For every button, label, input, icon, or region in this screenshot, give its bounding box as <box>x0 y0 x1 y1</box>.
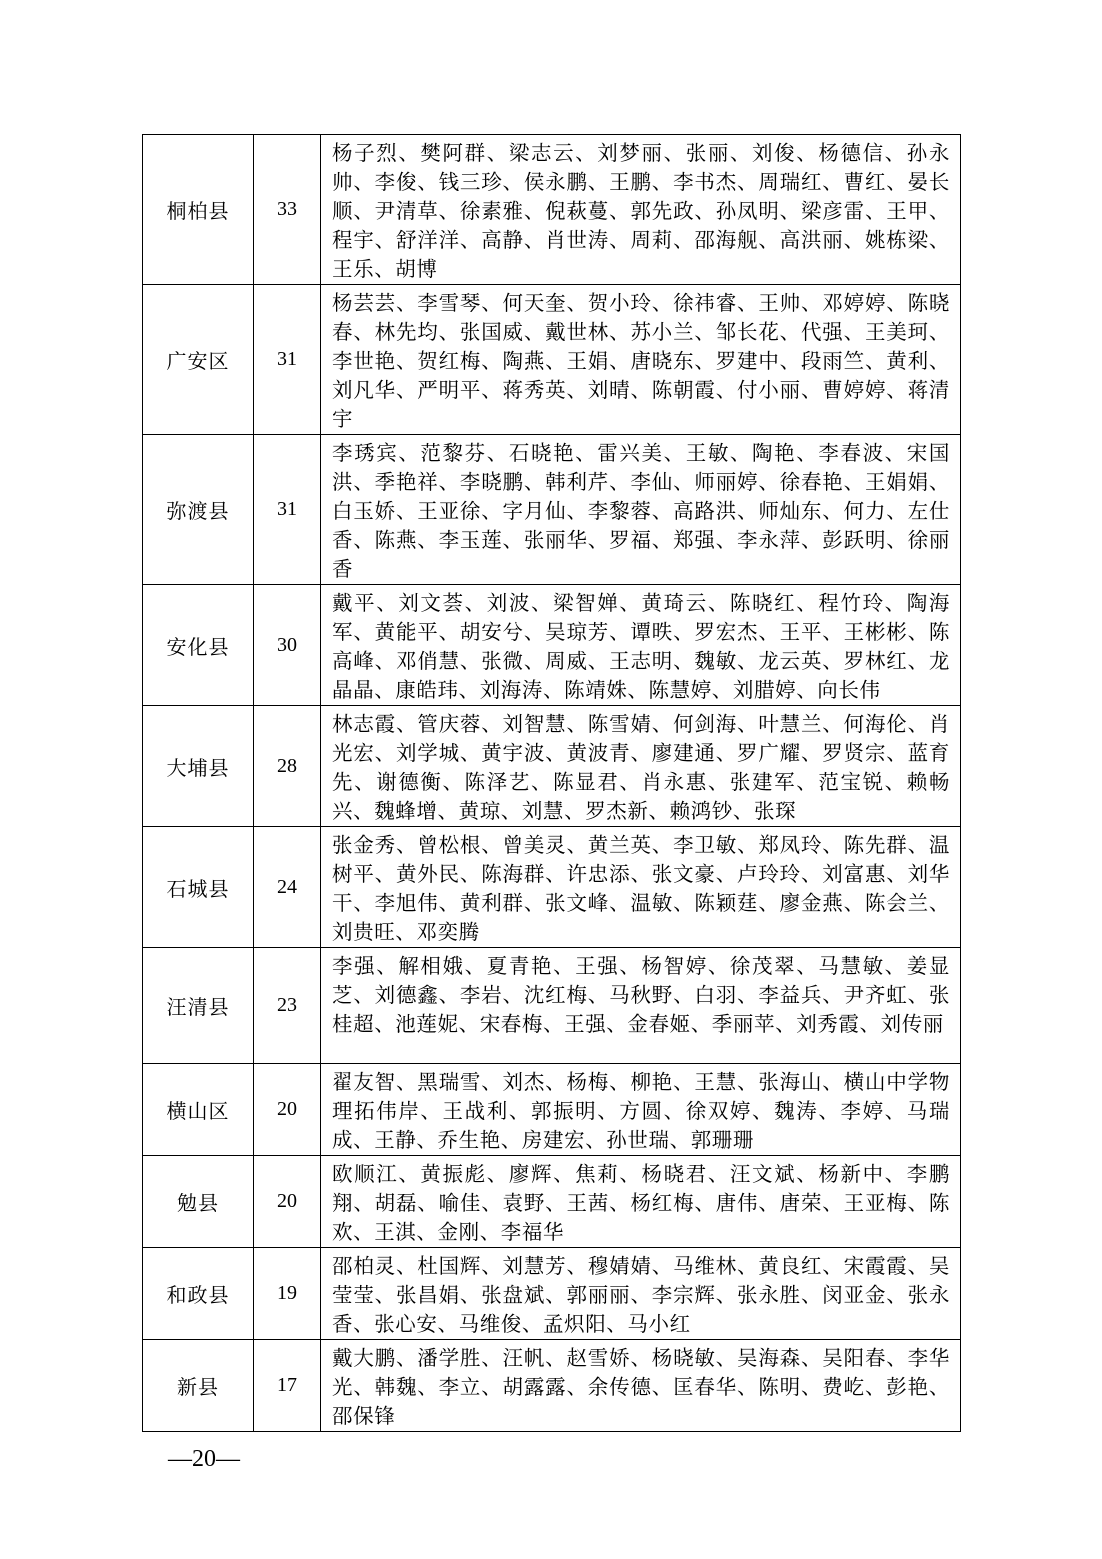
county-cell: 汪清县 <box>143 948 254 1064</box>
page-number: —20— <box>168 1446 240 1472</box>
table-row <box>143 135 961 285</box>
names-cell: 李强、解相娥、夏青艳、王强、杨智婷、徐茂翠、马慧敏、姜显芝、刘德鑫、李岩、沈红梅、马秋野、白羽、李益兵、尹齐虹、张桂超、池莲妮、宋春梅、王强、金春姬、季丽苹、刘秀霞、刘传丽 <box>321 948 961 1064</box>
count-cell: 30 <box>254 585 321 706</box>
table-row <box>143 948 961 1064</box>
count-cell: 31 <box>254 285 321 435</box>
county-cell: 安化县 <box>143 585 254 706</box>
count-cell: 23 <box>254 948 321 1064</box>
count-cell: 19 <box>254 1248 321 1340</box>
county-cell: 勉县 <box>143 1156 254 1248</box>
count-cell: 20 <box>254 1156 321 1248</box>
table-row <box>143 1340 961 1432</box>
table-row <box>143 285 961 435</box>
table-row <box>143 1156 961 1248</box>
county-cell: 大埔县 <box>143 706 254 827</box>
county-cell: 弥渡县 <box>143 435 254 585</box>
names-cell: 戴大鹏、潘学胜、汪帆、赵雪娇、杨晓敏、吴海森、吴阳春、李华光、韩魏、李立、胡露露、余传德、匡春华、陈明、费屹、彭艳、邵保锋 <box>321 1340 961 1432</box>
names-cell: 杨子烈、樊阿群、梁志云、刘梦丽、张丽、刘俊、杨德信、孙永帅、李俊、钱三珍、侯永鹏、王鹏、李书杰、周瑞红、曹红、晏长顺、尹清草、徐素雅、倪萩蔓、郭先政、孙凤明、梁彦雷、王甲、程宇、舒洋洋、高静、肖世涛、周莉、邵海舰、高洪丽、姚栋梁、王乐、胡博 <box>321 135 961 285</box>
table-row <box>143 1248 961 1340</box>
names-cell: 杨芸芸、李雪琴、何天奎、贺小玲、徐祎睿、王帅、邓婷婷、陈晓春、林先均、张国威、戴世林、苏小兰、邹长花、代强、王美珂、李世艳、贺红梅、陶燕、王娟、唐晓东、罗建中、段雨竺、黄利、刘凡华、严明平、蒋秀英、刘晴、陈朝霞、付小丽、曹婷婷、蒋清宇 <box>321 285 961 435</box>
county-cell: 新县 <box>143 1340 254 1432</box>
county-cell: 和政县 <box>143 1248 254 1340</box>
count-cell: 31 <box>254 435 321 585</box>
names-cell: 戴平、刘文荟、刘波、梁智婵、黄琦云、陈晓红、程竹玲、陶海军、黄能平、胡安兮、吴琼芳、谭昳、罗宏杰、王平、王彬彬、陈高峰、邓俏慧、张微、周威、王志明、魏敏、龙云英、罗林红、龙晶晶、康皓玮、刘海涛、陈靖姝、陈慧婷、刘腊婷、向长伟 <box>321 585 961 706</box>
names-cell: 欧顺江、黄振彪、廖辉、焦莉、杨晓君、汪文斌、杨新中、李鹏翔、胡磊、喻佳、袁野、王茜、杨红梅、唐伟、唐荣、王亚梅、陈欢、王淇、金刚、李福华 <box>321 1156 961 1248</box>
names-cell: 邵柏灵、杜国辉、刘慧芳、穆婧婧、马维林、黄良红、宋霞霞、吴莹莹、张昌娟、张盘斌、郭丽丽、李宗辉、张永胜、闵亚金、张永香、张心安、马维俊、孟炽阳、马小红 <box>321 1248 961 1340</box>
table-row <box>143 1064 961 1156</box>
table-row <box>143 827 961 948</box>
table-row <box>143 706 961 827</box>
table-row <box>143 435 961 585</box>
county-cell: 广安区 <box>143 285 254 435</box>
names-cell: 张金秀、曾松根、曾美灵、黄兰英、李卫敏、郑凤玲、陈先群、温树平、黄外民、陈海群、许忠添、张文豪、卢玲玲、刘富惠、刘华干、李旭伟、黄利群、张文峰、温敏、陈颖莛、廖金燕、陈会兰、刘贵旺、邓奕腾 <box>321 827 961 948</box>
county-cell: 石城县 <box>143 827 254 948</box>
county-cell: 横山区 <box>143 1064 254 1156</box>
count-cell: 17 <box>254 1340 321 1432</box>
names-cell: 林志霞、管庆蓉、刘智慧、陈雪婧、何剑海、叶慧兰、何海伦、肖光宏、刘学城、黄宇波、黄波青、廖建通、罗广耀、罗贤宗、蓝育先、谢德衡、陈泽艺、陈显君、肖永惠、张建军、范宝锐、赖畅兴、魏蜂增、黄琼、刘慧、罗杰新、赖鸿钞、张琛 <box>321 706 961 827</box>
table-row <box>143 585 961 706</box>
count-cell: 28 <box>254 706 321 827</box>
county-cell: 桐柏县 <box>143 135 254 285</box>
count-cell: 24 <box>254 827 321 948</box>
count-cell: 20 <box>254 1064 321 1156</box>
names-cell: 翟友智、黑瑞雪、刘杰、杨梅、柳艳、王慧、张海山、横山中学物理拓伟岸、王战利、郭振明、方圆、徐双婷、魏涛、李婷、马瑞成、王静、乔生艳、房建宏、孙世瑞、郭珊珊 <box>321 1064 961 1156</box>
award-list-table <box>142 134 961 1432</box>
names-cell: 李琇宾、范黎芬、石晓艳、雷兴美、王敏、陶艳、李春波、宋国洪、季艳祥、李晓鹏、韩利芹、李仙、师丽婷、徐春艳、王娟娟、白玉娇、王亚徐、字月仙、李黎蓉、高路洪、师灿东、何力、左仕香、陈燕、李玉莲、张丽华、罗福、郑强、李永萍、彭跃明、徐丽香 <box>321 435 961 585</box>
count-cell: 33 <box>254 135 321 285</box>
